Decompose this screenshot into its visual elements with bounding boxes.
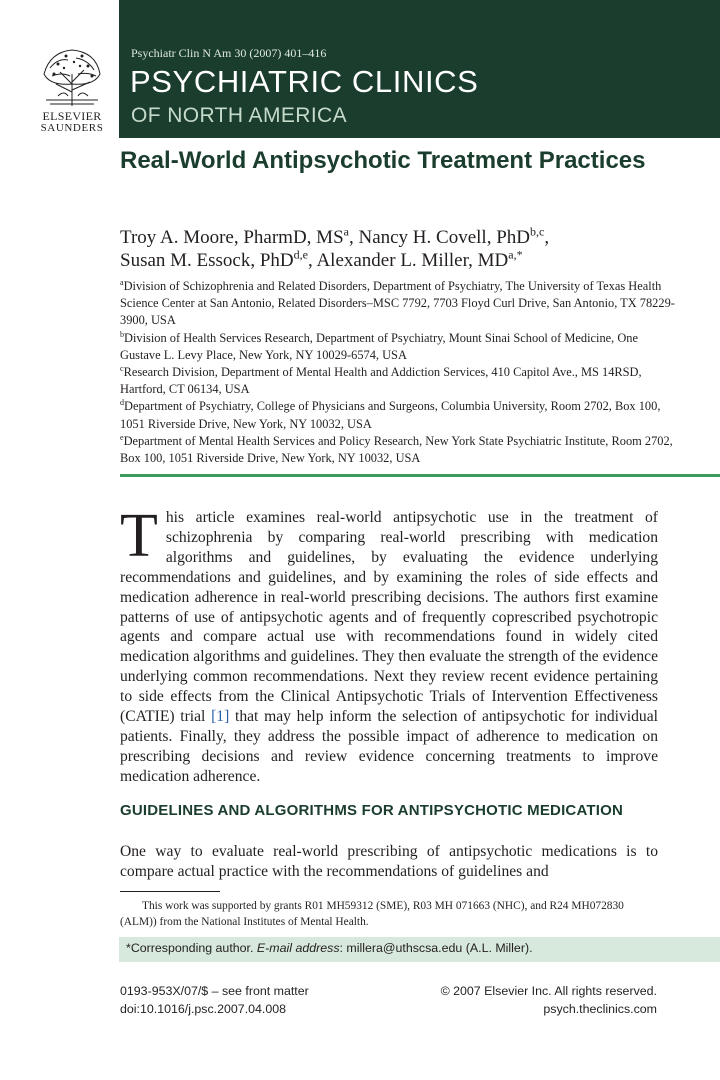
abstract-paragraph: [120, 502, 658, 787]
issn-text: 0193-953X/07/$ – see front matter: [120, 984, 309, 998]
email-label: E-mail address: [256, 941, 340, 955]
author-name: Troy A. Moore, PharmD, MS: [120, 227, 344, 248]
funding-footnote: This work was supported by grants R01 MH59312 (SME), R03 MH 071663 (NHC), and R24 MH072830 (ALM)) from the National Institutes of Mental Health.: [120, 900, 624, 928]
author-separator: ,: [544, 227, 550, 248]
abstract-dropcap: T: [120, 502, 158, 570]
abstract-text-part2: that may help inform the selection of antipsychotic for individual patients. Finally, they address the possible impact of adherence to medication on prescribing decisions and review evidence concerning treatments to improve medication adherence.: [120, 708, 658, 785]
logo-line-elsevier: ELSEVIER: [42, 109, 102, 123]
author-list: [120, 226, 680, 272]
corresponding-prefix: *Corresponding author.: [126, 941, 257, 955]
author-separator: ,: [307, 250, 317, 271]
affiliation-item: [120, 330, 680, 364]
author-affiliation-mark: a,*: [508, 247, 523, 262]
affiliation-text: Research Division, Department of Mental Health and Addiction Services, 410 Capitol Ave., MS 14RSD, Hartford, CT 06134, USA: [120, 365, 642, 397]
body-paragraph: One way to evaluate real-world prescribing of antipsychotic medications is to compare actual practice with the recommendations of guidelines and: [120, 843, 658, 880]
publisher-logo: [0, 0, 112, 140]
copyright-text: © 2007 Elsevier Inc. All rights reserved.: [440, 984, 657, 998]
section-heading: GUIDELINES AND ALGORITHMS FOR ANTIPSYCHOTIC MEDICATION: [120, 802, 624, 819]
reference-link-1[interactable]: [1]: [211, 708, 230, 726]
article-title: Real-World Antipsychotic Treatment Practices: [120, 147, 646, 174]
author-affiliation-mark: b,c: [529, 224, 545, 239]
affiliation-mark: c: [120, 363, 124, 373]
author-affiliation-mark: d,e: [293, 247, 308, 262]
author-name: Susan M. Essock, PhD: [120, 250, 294, 271]
elsevier-tree-icon: [38, 44, 106, 108]
affiliation-item: [120, 433, 680, 467]
corresponding-author-bar: [119, 937, 720, 962]
affiliation-text: Division of Health Services Research, Department of Psychiatry, Mount Sinai School of Medicine, One Gustave L. Levy Place, New York, NY 10029-6574, USA: [120, 330, 638, 362]
affiliation-mark: a: [120, 277, 124, 287]
logo-line-saunders: SAUNDERS: [40, 122, 104, 134]
abstract-text-part1: his article examines real-world antipsychotic use in the treatment of schizophrenia by comparing real-world prescribing with medication algorithms and guidelines, by evaluating the evidence underlying recommendations and guidelines, and by examining the roles of side effects and medication adherence in real-world prescribing decisions. The authors first examine patterns of use of antipsychotic agents and of frequently coprescribed psychotropic agents and compare actual use with recommendations found in widely cited medication algorithms and guidelines. They then evaluate the strength of the evidence underlying common recommendations. Next they review recent evidence pertaining to side effects from the Clinical Antipsychotic Trials of Intervention Effectiveness (CATIE) trial: [120, 509, 658, 726]
email-address[interactable]: : millera@uthscsa.edu (A.L. Miller).: [339, 941, 533, 955]
affiliations: [120, 278, 680, 467]
journal-banner: [119, 0, 720, 138]
footnote-rule: [120, 891, 220, 892]
author-name: Alexander L. Miller, MD: [316, 250, 509, 271]
affiliation-item: [120, 364, 680, 398]
affiliation-item: [120, 398, 680, 432]
affiliation-text: Department of Mental Health Services and Policy Research, New York State Psychiatric Institute, Room 2702, Box 100, 1051 Riverside Drive, New York, NY 10032, USA: [120, 433, 673, 466]
journal-title-line2: OF NORTH AMERICA: [131, 104, 348, 127]
author-separator: ,: [348, 227, 359, 248]
corresponding-author-note: [126, 941, 533, 955]
journal-title-line1: PSYCHIATRIC CLINICS: [130, 64, 479, 99]
affiliation-item: [120, 278, 680, 330]
journal-website[interactable]: psych.theclinics.com: [543, 1002, 657, 1016]
affiliation-mark: e: [120, 432, 124, 442]
affiliation-mark: b: [120, 329, 124, 339]
affiliation-text: Division of Schizophrenia and Related Disorders, Department of Psychiatry, The University of Texas Health Science Center at San Antonio, Related Disorders–MSC 7792, 7703 Floyd Curl Drive, San Antonio, TX 78229-3900, USA: [120, 279, 675, 328]
author-affiliation-mark: a: [343, 224, 349, 239]
author-name: Nancy H. Covell, PhD: [358, 227, 530, 248]
section-divider: [120, 474, 720, 477]
journal-citation: Psychiatr Clin N Am 30 (2007) 401–416: [131, 46, 327, 60]
affiliation-text: Department of Psychiatry, College of Physicians and Surgeons, Columbia University, Room 2702, Box 100, 1051 Riverside Drive, New York, NY 10032, USA: [120, 399, 661, 431]
doi-text[interactable]: doi:10.1016/j.psc.2007.04.008: [120, 1002, 287, 1016]
affiliation-mark: d: [120, 398, 124, 408]
